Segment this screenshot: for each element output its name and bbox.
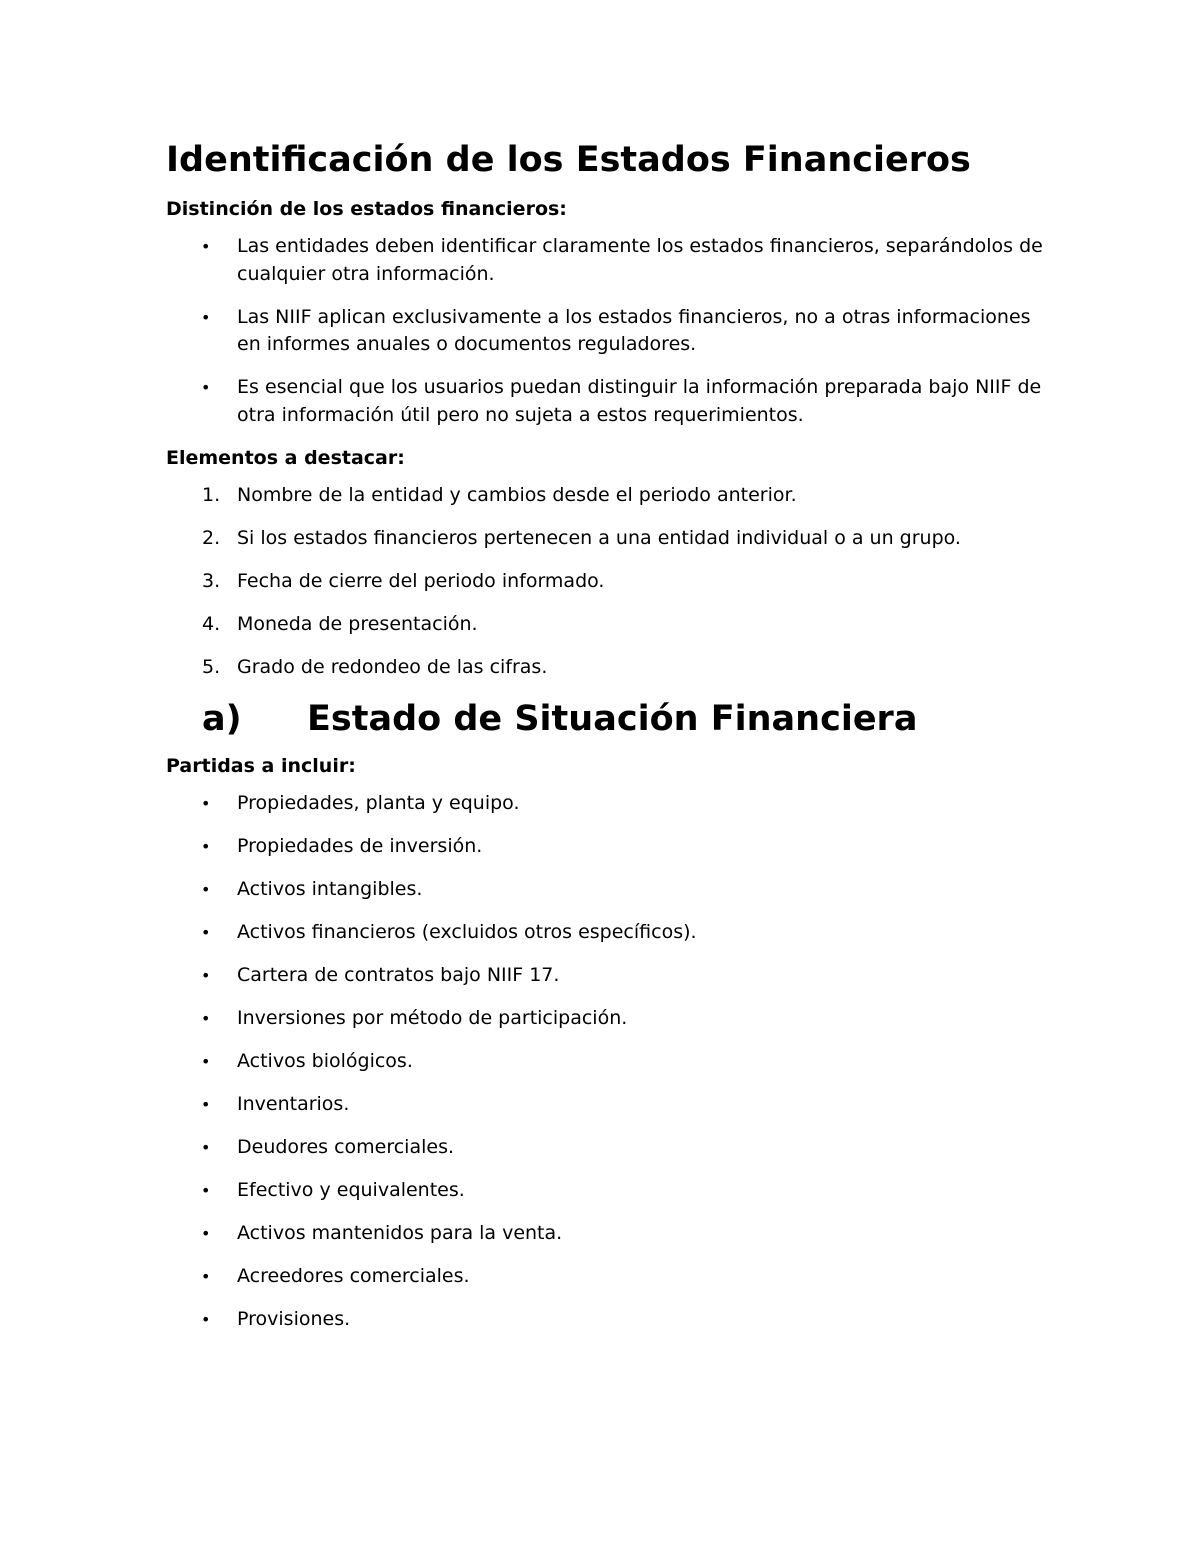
list-item — [166, 304, 1050, 359]
bullet-icon: • — [201, 1137, 211, 1157]
bullet-icon: • — [201, 237, 211, 256]
list-item — [166, 611, 1050, 639]
list-item — [166, 654, 1050, 682]
section-a-heading — [202, 697, 1050, 741]
document-title: Identificación de los Estados Financieros — [166, 140, 971, 180]
bullet-icon: • — [201, 922, 211, 942]
bullet-icon: • — [201, 1051, 211, 1071]
bullet-icon: • — [201, 307, 211, 327]
bullet-icon: • — [201, 1223, 211, 1243]
list-item-text: Provisiones. — [237, 1307, 351, 1330]
distincion-list — [166, 233, 1050, 429]
list-item — [166, 482, 1050, 510]
bullet-icon: • — [201, 1309, 211, 1329]
list-item — [166, 525, 1050, 553]
list-item-text: Propiedades, planta y equipo. — [237, 791, 520, 814]
bullet-icon: • — [201, 1180, 211, 1200]
elementos-heading: Elementos a destacar: — [166, 446, 405, 469]
partidas-heading: Partidas a incluir: — [166, 754, 356, 777]
list-item — [166, 374, 1050, 429]
list-item-text: Moneda de presentación. — [237, 612, 478, 635]
list-item-text: Inventarios. — [237, 1092, 350, 1115]
list-item-text: Activos biológicos. — [237, 1049, 413, 1072]
list-item-text: Activos financieros (excluidos otros específicos). — [237, 920, 697, 943]
list-item-text: Nombre de la entidad y cambios desde el periodo anterior. — [237, 483, 797, 506]
list-number: 2. — [202, 526, 221, 549]
bullet-icon: • — [201, 1008, 211, 1028]
list-item-text: Las NIIF aplican exclusivamente a los estados financieros, no a otras informaciones en informes anuales o documentos reguladores. — [237, 305, 1031, 355]
bullet-icon: • — [201, 1094, 211, 1114]
bullet-icon: • — [201, 793, 211, 813]
list-item — [166, 790, 1050, 818]
section-a-marker: a) — [202, 698, 242, 739]
list-item-text: Efectivo y equivalentes. — [237, 1178, 465, 1201]
list-item — [166, 1220, 1050, 1248]
list-item — [166, 1091, 1050, 1119]
list-item — [166, 876, 1050, 904]
list-item — [166, 1306, 1050, 1334]
list-item-text: Si los estados financieros pertenecen a una entidad individual o a un grupo. — [237, 526, 961, 549]
section-a-title: Estado de Situación Financiera — [307, 698, 918, 739]
elementos-list — [166, 482, 1050, 682]
list-item-text: Activos intangibles. — [237, 877, 423, 900]
distincion-heading: Distinción de los estados financieros: — [166, 198, 567, 220]
list-item — [166, 1177, 1050, 1205]
list-item-text: Inversiones por método de participación. — [237, 1006, 628, 1029]
list-item — [166, 962, 1050, 990]
bullet-icon: • — [201, 965, 211, 985]
list-item-text: Activos mantenidos para la venta. — [237, 1221, 563, 1244]
list-number: 4. — [202, 612, 221, 635]
list-item — [166, 919, 1050, 947]
list-item — [166, 1005, 1050, 1033]
bullet-icon: • — [201, 879, 211, 899]
list-item — [166, 833, 1050, 861]
list-item-text: Las entidades deben identificar claramente los estados financieros, separándolos de cualquier otra información. — [237, 235, 1043, 285]
bullet-icon: • — [201, 1266, 211, 1286]
list-item — [166, 1048, 1050, 1076]
list-item — [166, 1263, 1050, 1291]
list-item-text: Cartera de contratos bajo NIIF 17. — [237, 963, 560, 986]
partidas-list — [166, 790, 1050, 1334]
list-item — [166, 1134, 1050, 1162]
bullet-icon: • — [201, 378, 211, 397]
list-item — [166, 568, 1050, 596]
list-item-text: Es esencial que los usuarios puedan distinguir la información preparada bajo NIIF de otra información útil pero no sujeta a estos requerimientos. — [237, 376, 1042, 426]
list-number: 3. — [202, 569, 221, 592]
list-item — [166, 233, 1050, 288]
bullet-icon: • — [201, 836, 211, 856]
list-number: 1. — [202, 483, 221, 506]
list-item-text: Fecha de cierre del periodo informado. — [237, 569, 605, 592]
list-item-text: Acreedores comerciales. — [237, 1264, 470, 1287]
list-item-text: Deudores comerciales. — [237, 1135, 455, 1158]
list-number: 5. — [202, 655, 221, 678]
list-item-text: Propiedades de inversión. — [237, 834, 483, 857]
list-item-text: Grado de redondeo de las cifras. — [237, 655, 548, 678]
